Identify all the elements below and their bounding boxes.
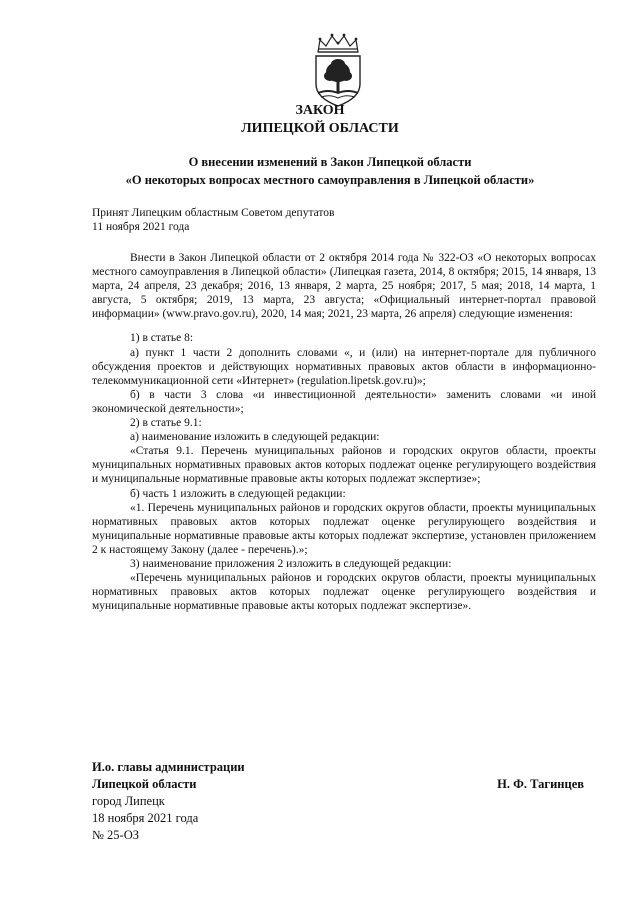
paragraph-item-1b: б) в части 3 слова «и инвестиционной деятельности» заменить словами «и иной экономической деятельности»; bbox=[92, 388, 596, 415]
law-title-line2: ЛИПЕЦКОЙ ОБЛАСТИ bbox=[241, 121, 399, 136]
paragraph-item-2b: б) часть 1 изложить в следующей редакции: bbox=[130, 487, 346, 500]
adoption-date: 11 ноября 2021 года bbox=[92, 221, 190, 233]
paragraph-item-2: 2) в статье 9.1: bbox=[130, 417, 202, 430]
adoption-line1: Принят Липецким областным Советом депутатов bbox=[92, 207, 335, 219]
signature-block bbox=[92, 759, 596, 844]
law-title-line1: ЗАКОН bbox=[295, 103, 345, 118]
document-heading-line1: О внесении изменений в Закон Липецкой области bbox=[188, 155, 472, 169]
signing-city: город Липецк bbox=[92, 794, 165, 808]
law-number: № 25-ОЗ bbox=[92, 828, 140, 842]
signing-date: 18 ноября 2021 года bbox=[92, 811, 199, 825]
document-heading-line2: «О некоторых вопросах местного самоуправления в Липецкой области» bbox=[125, 173, 535, 187]
paragraph-item-2a: а) наименование изложить в следующей редакции: bbox=[130, 431, 380, 444]
signatory-name: Н. Ф. Тагинцев bbox=[497, 777, 584, 791]
signatory-position-line1: И.о. главы администрации bbox=[92, 760, 245, 774]
signatory-position-line2: Липецкой области bbox=[92, 777, 197, 791]
paragraph-item-3: 3) наименование приложения 2 изложить в следующей редакции: bbox=[130, 557, 452, 570]
paragraph-item-1a: а) пункт 1 части 2 дополнить словами «, и (или) на интернет-портале для публичного обсуждения проектов и действующих нормативных правовых актов области в информационно-телекоммуникационной сети «Интернет» (regulation.lipetsk.gov.ru)»; bbox=[92, 346, 596, 387]
paragraph-preamble: Внести в Закон Липецкой области от 2 октября 2014 года № 322-ОЗ «О некоторых вопросах местного самоуправления в Липецкой области» (Липецкая газета, 2014, 8 октября; 2015, 14 января, 13 марта, 24 апреля, 23 декабря; 2016, 13 января, 2 марта, 25 ноября; 2017, 5 мая; 2018, 14 марта, 1 августа, 5 октября; 2019, 13 марта, 23 августа; «Официальный интернет-портал правовой информации» (www.pravo.gov.ru), 2020, 14 мая; 2021, 23 марта, 26 апреля) следующие изменения: bbox=[92, 252, 596, 321]
paragraph-item-2a-text: «Статья 9.1. Перечень муниципальных районов и городских округов области, проекты муниципальных нормативных правовых актов которых подлежат оценке регулирующего воздействия и муниципальные нормативные правовые акты которых подлежат экспертизе»; bbox=[92, 445, 596, 486]
law-body bbox=[92, 251, 596, 613]
paragraph-item-3-text: «Перечень муниципальных районов и городских округов области, проекты муниципальных нормативных правовых актов которых подлежат оценке регулирующего воздействия и муниципальные нормативные правовые акты которых подлежат экспертизе». bbox=[92, 572, 596, 613]
paragraph-item-2b-text: «1. Перечень муниципальных районов и городских округов области, проекты муниципальных нормативных правовых актов которых подлежат оценке регулирующего воздействия и муниципальные нормативные правовые акты которых подлежат экспертизе, установлен приложением 2 к настоящему Закону (далее - перечень).»; bbox=[92, 501, 596, 556]
coat-of-arms-icon bbox=[308, 32, 368, 108]
signatory-position-row bbox=[92, 776, 596, 793]
paragraph-item-1: 1) в статье 8: bbox=[130, 332, 194, 345]
